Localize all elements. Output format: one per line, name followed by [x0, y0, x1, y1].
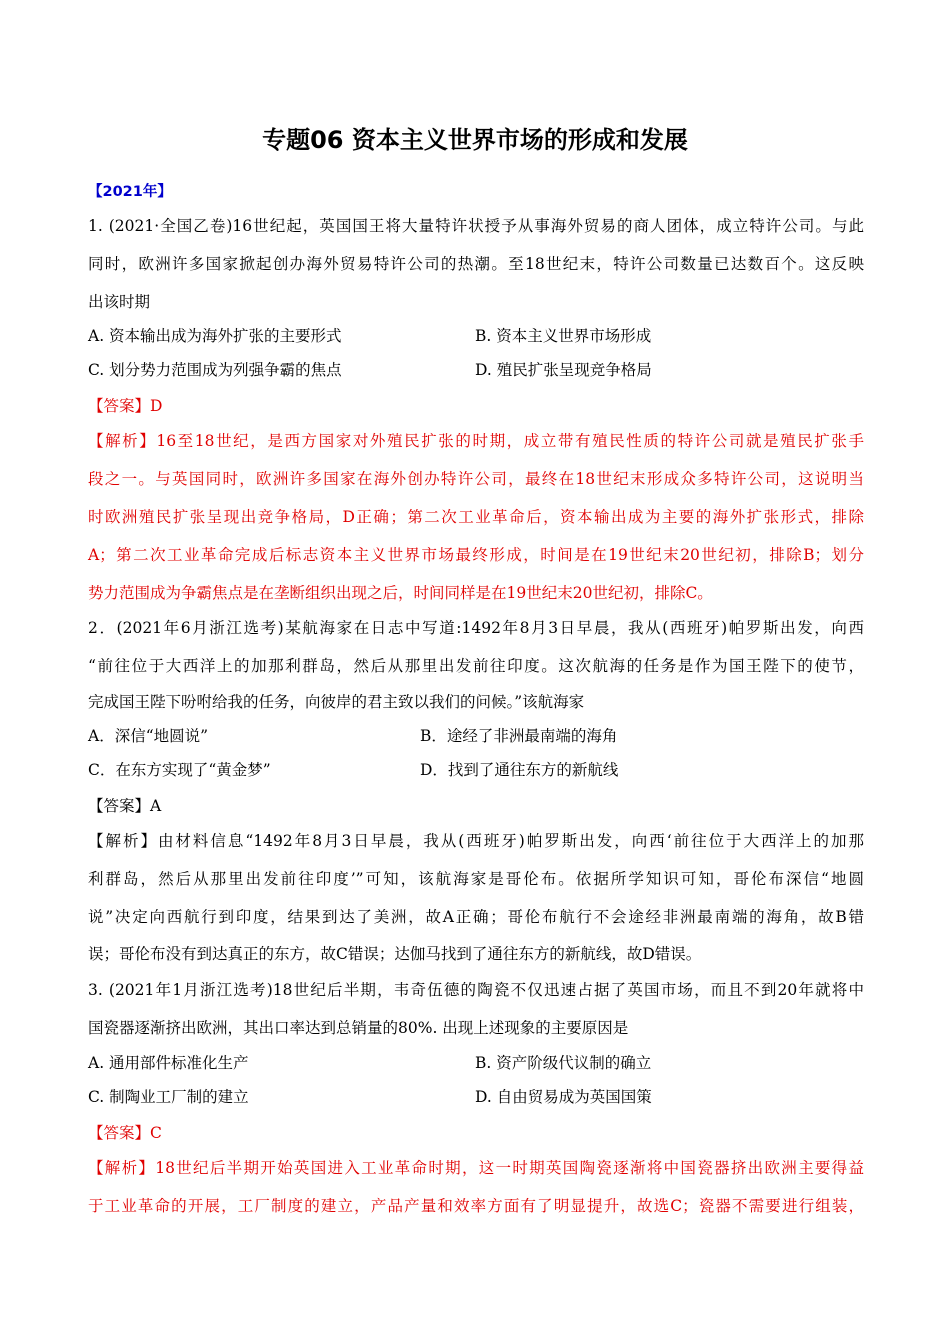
q1-analysis-line-3: 时欧洲殖民扩张呈现出竞争格局，D正确；第二次工业革命后，资本输出成为主要的海外扩张形式，排除 [88, 508, 864, 526]
q2-stem-line-1: 2．(2021年6月浙江选考)某航海家在日志中写道:1492年8月3日早晨，我从(西班牙)帕罗斯出发，向西 [88, 619, 864, 637]
q2-analysis-line-2: 利群岛，然后从那里出发前往印度’”可知，该航海家是哥伦布。依据所学知识可知，哥伦布深信“地圆 [88, 870, 864, 888]
q1-stem-line-2: 同时，欧洲许多国家掀起创办海外贸易特许公司的热潮。至18世纪末，特许公司数量已达数百个。这反映 [88, 255, 864, 273]
q1-option-a: A. 资本输出成为海外扩张的主要形式 [88, 327, 342, 345]
q1-analysis-line-1: 【解析】16至18世纪，是西方国家对外殖民扩张的时期，成立带有殖民性质的特许公司就是殖民扩张手 [88, 432, 864, 450]
q2-stem-line-3: 完成国王陛下吩咐给我的任务，向彼岸的君主致以我们的问候。”该航海家 [88, 693, 585, 711]
q1-analysis-line-5: 势力范围成为争霸焦点是在垄断组织出现之后，时间同样是在19世纪末20世纪初，排除C。 [88, 584, 713, 602]
q2-option-a: A．深信“地圆说” [88, 727, 209, 745]
q1-analysis-line-4: A；第二次工业革命完成后标志资本主义世界市场最终形成，时间是在19世纪末20世纪初，排除B；划分 [88, 546, 864, 564]
q2-stem-line-2: “前往位于大西洋上的加那利群岛，然后从那里出发前往印度。这次航海的任务是作为国王陛下的使节， [88, 657, 864, 675]
q3-option-b: B. 资产阶级代议制的确立 [475, 1054, 652, 1072]
q2-option-c: C．在东方实现了“黄金梦” [88, 761, 271, 779]
page-title: 专题06 资本主义世界市场的形成和发展 [262, 126, 688, 154]
year-tag: 【2021年】 [88, 184, 172, 200]
q3-stem-line-2: 国瓷器逐渐挤出欧洲，其出口率达到总销量的80%. 出现上述现象的主要原因是 [88, 1019, 629, 1037]
q3-option-a: A. 通用部件标准化生产 [88, 1054, 249, 1072]
q1-stem-line-1: 1. (2021·全国乙卷)16世纪起，英国国王将大量特许状授予从事海外贸易的商人团体，成立特许公司。与此 [88, 217, 864, 235]
q3-answer: 【答案】C [88, 1124, 162, 1142]
q1-option-c: C. 划分势力范围成为列强争霸的焦点 [88, 361, 342, 379]
q1-answer: 【答案】D [88, 397, 163, 415]
q2-option-d: D．找到了通往东方的新航线 [420, 761, 619, 779]
q3-option-c: C. 制陶业工厂制的建立 [88, 1088, 249, 1106]
q3-stem-line-1: 3. (2021年1月浙江选考)18世纪后半期，韦奇伍德的陶瓷不仅迅速占据了英国市场，而且不到20年就将中 [88, 981, 864, 999]
q3-option-d: D. 自由贸易成为英国国策 [475, 1088, 652, 1106]
q1-option-d: D. 殖民扩张呈现竞争格局 [475, 361, 652, 379]
q1-analysis-line-2: 段之一。与英国同时，欧洲许多国家在海外创办特许公司，最终在18世纪末形成众多特许公司，这说明当 [88, 470, 864, 488]
q2-analysis-line-3: 说”决定向西航行到印度，结果到达了美洲，故A正确；哥伦布航行不会途经非洲最南端的海角，故B错 [88, 908, 864, 926]
q2-analysis-line-1: 【解析】由材料信息“1492年8月3日早晨，我从(西班牙)帕罗斯出发，向西‘前往位于大西洋上的加那 [88, 832, 864, 850]
q2-option-b: B．途经了非洲最南端的海角 [420, 727, 618, 745]
q2-answer: 【答案】A [88, 797, 162, 815]
q3-analysis-line-2: 于工业革命的开展，工厂制度的建立，产品产量和效率方面有了明显提升，故选C；瓷器不需要进行组装， [88, 1197, 864, 1215]
q2-analysis-line-4: 误；哥伦布没有到达真正的东方，故C错误；达伽马找到了通往东方的新航线，故D错误。 [88, 945, 702, 963]
q1-stem-line-3: 出该时期 [88, 293, 151, 311]
q3-analysis-line-1: 【解析】18世纪后半期开始英国进入工业革命时期，这一时期英国陶瓷逐渐将中国瓷器挤出欧洲主要得益 [88, 1159, 864, 1177]
q1-option-b: B. 资本主义世界市场形成 [475, 327, 652, 345]
